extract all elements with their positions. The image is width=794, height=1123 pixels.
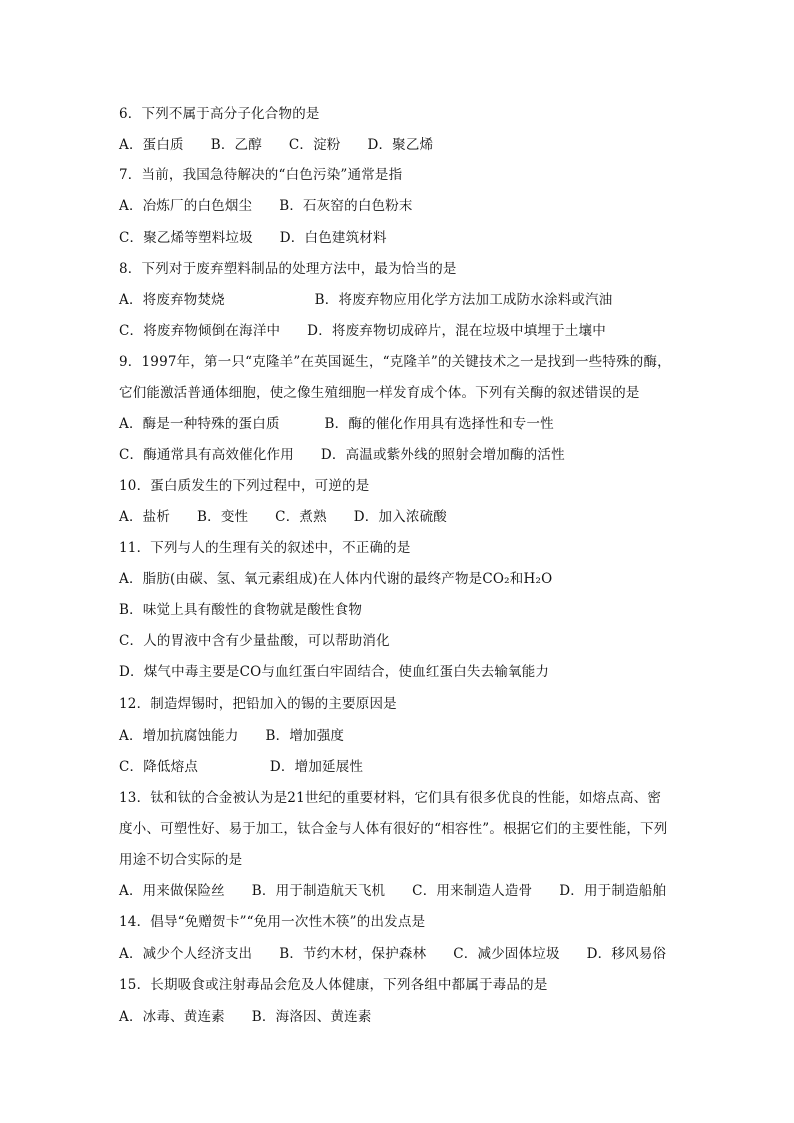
question-12-options-cd: C．降低熔点 D．增加延展性 (119, 759, 364, 775)
question-12-options-ab: A．增加抗腐蚀能力 B．增加强度 (119, 728, 345, 744)
question-8-options-ab: A．将废弃物焚烧 B．将废弃物应用化学方法加工成防水涂料或汽油 (119, 292, 613, 308)
question-10-stem: 10．蛋白质发生的下列过程中，可逆的是 (119, 478, 370, 494)
question-13-stem-line2: 度小、可塑性好、易于加工，钛合金与人体有很好的“相容性”。根据它们的主要性能，下列 (119, 821, 668, 837)
question-7-stem: 7．当前，我国急待解决的“白色污染”通常是指 (119, 167, 403, 183)
question-8-options-cd: C．将废弃物倾倒在海洋中 D．将废弃物切成碎片，混在垃圾中填埋于土壤中 (119, 323, 606, 339)
question-11-option-b: B．味觉上具有酸性的食物就是酸性食物 (119, 602, 363, 618)
question-9-options-ab: A．酶是一种特殊的蛋白质 B．酶的催化作用具有选择性和专一性 (119, 416, 554, 432)
question-14-stem: 14．倡导“免赠贺卡”“免用一次性木筷”的出发点是 (119, 914, 426, 930)
question-10-options: A．盐析 B．变性 C．煮熟 D．加入浓硫酸 (119, 509, 447, 525)
question-14-options: A．减少个人经济支出 B．节约木材，保护森林 C．减少固体垃圾 D．移风易俗 (119, 946, 667, 962)
question-12-stem: 12．制造焊锡时，把铅加入的锡的主要原因是 (119, 696, 397, 712)
question-9-stem-line2: 它们能激活普通体细胞，使之像生殖细胞一样发育成个体。下列有关酶的叙述错误的是 (119, 385, 640, 401)
question-13-options: A．用来做保险丝 B．用于制造航天飞机 C．用来制造人造骨 D．用于制造船舶 (119, 883, 667, 899)
question-7-options-ab: A．冶炼厂的白色烟尘 B．石灰窑的白色粉末 (119, 198, 413, 214)
question-13-stem-line1: 13．钛和钛的合金被认为是21世纪的重要材料，它们具有很多优良的性能，如熔点高、密 (119, 790, 662, 806)
question-6-stem: 6．下列不属于高分子化合物的是 (119, 106, 320, 122)
question-15-stem: 15．长期吸食或注射毒品会危及人体健康，下列各组中都属于毒品的是 (119, 977, 548, 993)
question-11-stem: 11．下列与人的生理有关的叙述中，不正确的是 (119, 540, 411, 556)
question-11-option-a: A．脂肪(由碳、氢、氧元素组成)在人体内代谢的最终产物是CO₂和H₂O (119, 571, 553, 587)
question-9-stem-line1: 9．1997年，第一只“克隆羊”在英国诞生，“克隆羊”的关键技术之一是找到一些特殊的酶， (119, 354, 671, 370)
question-7-options-cd: C．聚乙烯等塑料垃圾 D．白色建筑材料 (119, 230, 387, 246)
question-8-stem: 8．下列对于废弃塑料制品的处理方法中，最为恰当的是 (119, 261, 457, 277)
question-11-option-d: D．煤气中毒主要是CO与血红蛋白牢固结合，使血红蛋白失去输氧能力 (119, 664, 550, 680)
question-11-option-c: C．人的胃液中含有少量盐酸，可以帮助消化 (119, 633, 390, 649)
question-15-options: A．冰毒、黄连素 B．海洛因、黄连素 (119, 1009, 372, 1025)
question-6-options: A．蛋白质 B．乙醇 C．淀粉 D．聚乙烯 (119, 137, 434, 153)
question-13-stem-line3: 用途不切合实际的是 (119, 852, 243, 868)
question-9-options-cd: C．酶通常具有高效催化作用 D．高温或紫外线的照射会增加酶的活性 (119, 447, 565, 463)
